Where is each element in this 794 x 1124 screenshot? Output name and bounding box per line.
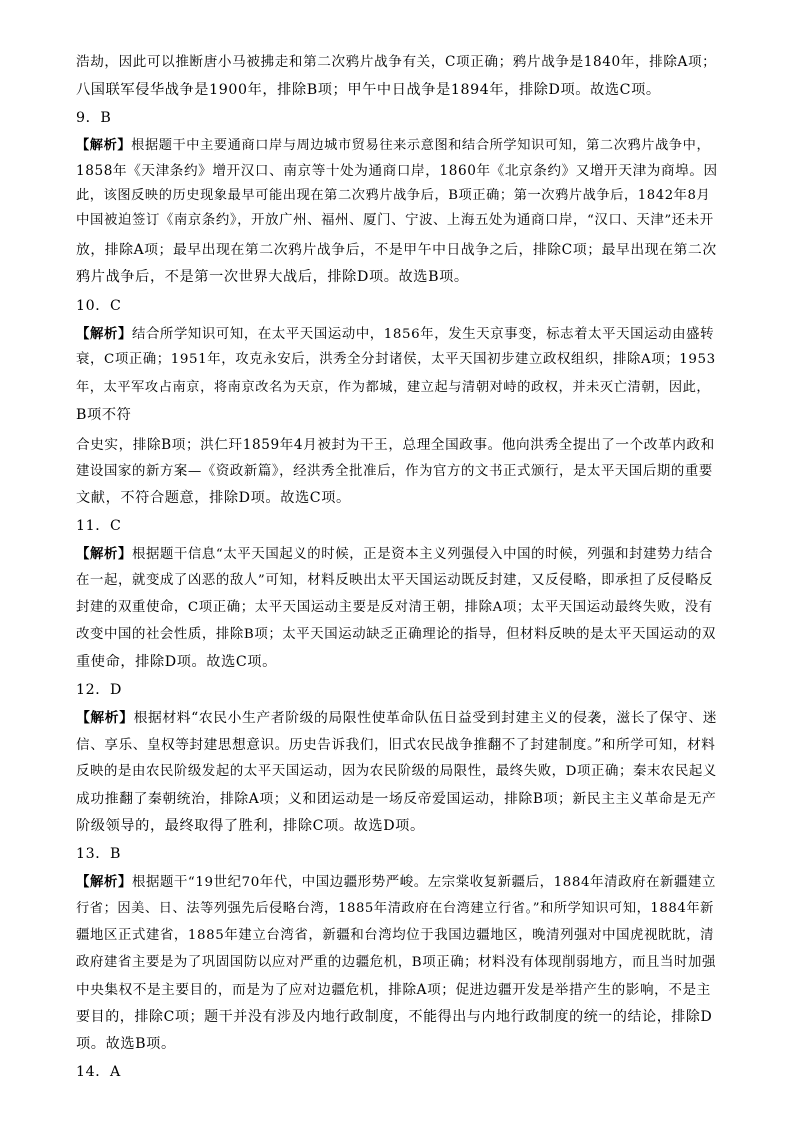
answer-number: 9．B [76,110,112,126]
text-line: 鸦片战争后，不是第一次世界大战后，排除D项。故选B项。 [76,269,469,285]
text-line: 成功推翻了秦朝统治，排除A项；义和团运动是一场反帝爱国运动，排除B项；新民主主义革命是无产 [76,791,717,807]
text-line: 阶级领导的，最终取得了胜利，排除C项。故选D项。 [76,818,425,834]
text-line: 反映的是由农民阶级发起的太平天国运动，因为农民阶级的局限性，最终失败，D项正确；秦末农民起义 [76,764,717,779]
answer-number: 10．C [76,298,122,314]
text-line: 建设国家的新方案—《资政新篇》，经洪秀全批准后，作为官方的文书正式颁行，是太平天国后期的重要 [76,464,713,479]
answer-number: 14．A [76,1064,121,1080]
text-line: 【解析】根据题干信息“太平天国起义的时候，正是资本主义列强侵入中国的时候，列强和封建势力结合 [76,546,714,562]
text-line: 1858年《天津条约》增开汉口、南京等十处为通商口岸，1860年《北京条约》又增开天津为商埠。因 [76,163,718,179]
answer-number: 12．D [76,682,123,698]
text-line: 信、享乐、皇权等封建思想意识。历史告诉我们，旧式农民战争推翻不了封建制度。”和所学可知，材料 [76,737,716,753]
text-line: 中央集权不是主要目的，而是为了应对边疆危机，排除A项；促进边疆开发是举措产生的影响，不是主 [76,982,711,998]
text-line: 浩劫，因此可以推断唐小马被拂走和第二次鸦片战争有关，C项正确；鸦片战争是1840年，排除A项； [76,54,717,70]
text-line: 文献，不符合题意，排除D项。故选C项。 [76,490,351,506]
text-line: 要目的，排除C项；题干并没有涉及内地行政制度，不能得出与内地行政制度的统一的结论，排除D [76,1009,713,1025]
text-line: 中国被迫签订《南京条约》，开放广州、福州、厦门、宁波、上海五处为通商口岸，“汉口、天津”还未开 [76,213,714,228]
text-line: 此，该图反映的历史现象最早可能出现在第二次鸦片战争后，B项正确；第一次鸦片战争后，1842年8月 [76,188,711,203]
text-line: 【解析】根据题干中主要通商口岸与周边城市贸易往来示意图和结合所学知识可知，第二次鸦片战争中， [76,138,711,153]
text-line: 年，太平军攻占南京，将南京改名为天京，作为都城，建立起与清朝对峙的政权，并未灭亡清朝，因此， [76,380,711,395]
text-line: 疆地区正式建省，1885年建立台湾省，新疆和台湾均位于我国边疆地区，晚清列强对中国虎视眈眈，清 [76,928,715,943]
text-line: 封建的双重使命，C项正确；太平天国运动主要是反对清王朝，排除A项；太平天国运动最终失败，没有 [76,600,713,615]
text-line: 【解析】结合所学知识可知，在太平天国运动中，1856年，发生天京事变，标志着太平天国运动由盛转 [76,326,715,342]
text-line: 项。故选B项。 [76,1036,176,1052]
text-line: 改变中国的社会性质，排除B项；太平天国运动缺乏正确理论的指导，但材料反映的是太平天国运动的双 [76,627,717,642]
text-line: 行省；因美、日、法等列强先后侵略台湾，1885年清政府在台湾建立行省。”和所学知识可知，1884年新 [76,901,714,916]
text-line: 政府建省主要是为了巩固国防以应对严重的边疆危机，B项正确；材料没有体现削弱地方，而且当时加强 [76,955,717,970]
answer-number: 11．C [76,518,122,534]
text-line: 【解析】根据题干“19世纪70年代，中国边疆形势严峻。左宗棠收复新疆后，1884年清政府在新疆建立 [76,874,717,890]
answer-number: 13．B [76,846,122,862]
text-line: 八国联军侵华战争是1900年，排除B项；甲午中日战争是1894年，排除D项。故选C项。 [76,82,661,98]
text-line: 合史实，排除B项；洪仁玕1859年4月被封为干王，总理全国政事。他向洪秀全提出了一个改革内政和 [76,437,715,453]
text-line: 放，排除A项；最早出现在第二次鸦片战争后，不是甲午中日战争之后，排除C项；最早出现在第二次 [76,242,717,258]
text-line: 【解析】根据材料“农民小生产者阶级的局限性使革命队伍日益受到封建主义的侵袭，滋长了保守、迷 [76,710,718,726]
text-line: 重使命，排除D项。故选C项。 [76,654,277,670]
text-line: 衰，C项正确；1951年，攻克永安后，洪秀全分封诸侯，太平天国初步建立政权组织，排除A项；1953 [76,352,716,367]
text-line: 在一起，就变成了凶恶的敌人”可知，材料反映出太平天国运动既反封建，又反侵略，即承担了反侵略反 [76,573,714,588]
text-line: B项不符 [76,407,132,423]
